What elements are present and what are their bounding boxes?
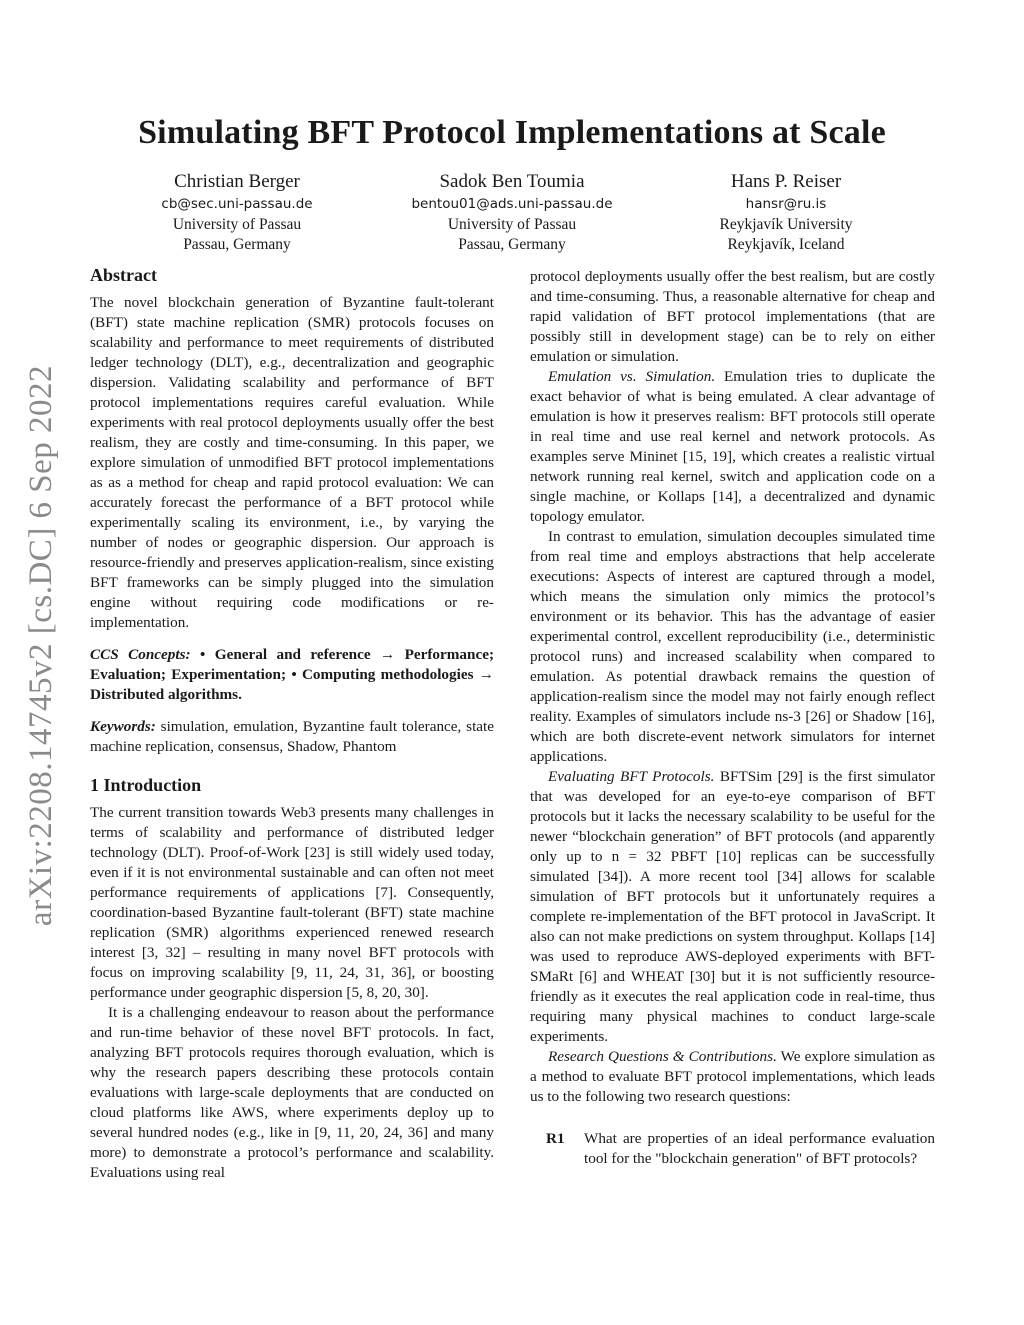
- abstract-text: The novel blockchain generation of Byzantine fault-tolerant (BFT) state machine replication (SMR) protocols focuses on scalability and performance to meet requirements of distributed ledger technology (DLT), e.g., decentralization and geographic dispersion. Validating scalability and performance of BFT protocol implementations requires careful evaluation. While experiments with real protocol deployments usually offer the best realism, they are costly and time-consuming. In this paper, we explore simulation of unmodified BFT protocol implementations as as a method for cheap and rapid protocol evaluation: We can accurately forecast the performance of a BFT protocol while experimentally scaling its environment, i.e., by varying the number of nodes or geographic dispersion. Our approach is resource-friendly and preserves application-realism, since existing BFT frameworks can be simply plugged into the simulation engine without requiring code modifications or re-implementation.: [90, 294, 494, 631]
- evaluating-label: Evaluating BFT Protocols.: [548, 768, 715, 785]
- ccs-concepts: [90, 645, 494, 705]
- author-email: hansr@ru.is: [745, 196, 827, 212]
- keywords-text: simulation, emulation, Byzantine fault tolerance, state machine replication, consensus, Shadow, Phantom: [90, 718, 494, 755]
- author-name: Hans P. Reiser: [730, 171, 842, 192]
- author-location: Reykjavík, Iceland: [727, 236, 845, 253]
- intro-heading: 1 Introduction: [90, 775, 202, 795]
- author-email: bentou01@ads.uni-passau.de: [411, 196, 613, 212]
- research-question-1: [530, 1129, 935, 1169]
- evaluating-paragraph: Evaluating BFT Protocols. BFTSim [29] is the first simulator that was developed for an eye-to-eye comparison of BFT protocols but it lacks the necessary scalability to be useful for the newer “blockchain generation” of BFT protocols (and apparently only up to n = 32 PBFT [10] replicas can be successfully simulated [34]). A more recent tool [34] allows for scalable simulation of BFT protocols but it unfortunately requires a complete re-implementation of the BFT protocol in JavaScript. It also can not make predictions on system throughput. Kollaps [14] was used to reproduce AWS-deployed experiments with BFT-SMaRt [6] and WHEAT [30] but it is not sufficiently resource-friendly as it executes the real application code in real-time, thus requiring many physical machines to conduct large-scale experiments.: [530, 768, 936, 1045]
- right-paragraph-0: protocol deployments usually offer the best realism, but are costly and time-consuming. Thus, a reasonable alternative for cheap and rapid validation of BFT protocol implementations (that are possibly still in development stage) can be to rely on either emulation or simulation.: [530, 268, 935, 365]
- abstract-heading: Abstract: [90, 265, 157, 285]
- rq-label: R1: [546, 1130, 565, 1147]
- author-email: cb@sec.uni-passau.de: [161, 196, 313, 212]
- author-name: Sadok Ben Toumia: [439, 171, 585, 192]
- author-affiliation: University of Passau: [172, 215, 302, 233]
- keywords-label: Keywords:: [90, 718, 156, 735]
- keywords: [90, 717, 494, 757]
- ccs-label: CCS Concepts:: [90, 646, 191, 663]
- author-name: Christian Berger: [174, 171, 300, 192]
- author-location: Passau, Germany: [183, 236, 291, 253]
- author-location: Passau, Germany: [458, 236, 566, 253]
- intro-paragraph-2: It is a challenging endeavour to reason about the performance and run-time behavior of these novel BFT protocols. In fact, analyzing BFT protocols requires thorough evaluation, which is why the research papers describing these protocols contain evaluations with large-scale deployments that are conducted on cloud platforms like AWS, where experiments deploy up to several hundred nodes (e.g., like in [9, 11, 20, 24, 36] and many more) to demonstrate a protocol’s performance and scalability. Evaluations using real: [90, 1004, 494, 1181]
- research-label: Research Questions & Contributions.: [548, 1048, 777, 1065]
- research-paragraph: Research Questions & Contributions. We explore simulation as a method to evaluate BFT protocol implementations, which leads us to the following two research questions:: [530, 1048, 935, 1105]
- left-column: [90, 263, 494, 1183]
- author-2: [367, 170, 657, 256]
- rq-text: What are properties of an ideal performance evaluation tool for the "blockchain generation" of BFT protocols?: [584, 1130, 935, 1167]
- emulation-label: Emulation vs. Simulation.: [548, 368, 716, 385]
- author-1: [92, 170, 382, 256]
- right-column: [530, 267, 935, 1169]
- arxiv-identifier: arXiv:2208.14745v2 [cs.DC] 6 Sep 2022: [23, 364, 60, 926]
- author-affiliation: Reykjavík University: [719, 215, 853, 233]
- emulation-paragraph: Emulation vs. Simulation. Emulation tries to duplicate the exact behavior of what is being emulated. A clear advantage of emulation is how it preserves realism: BFT protocols still operate in real time and use real kernel and network protocols. As examples serve Mininet [15, 19], which creates a realistic virtual network running real kernel, switch and application code on a single machine, or Kollaps [14], a decentralized and dynamic topology emulator.: [530, 368, 936, 525]
- author-3: [641, 170, 931, 256]
- simulation-paragraph: In contrast to emulation, simulation decouples simulated time from real time and employs abstractions that help accelerate executions: Aspects of interest are captured through a model, which means the simulation only mimics the protocol’s environment or its behavior. This has the advantage of easier experimental control, excellent reproducibility (i.e., deterministic protocol runs) and increased scalability when compared to emulation. As potential drawback remains the question of application-realism since the model may not fairly enough reflect reality. Examples of simulators include ns-3 [26] or Shadow [16], which are both discrete-event network simulators for internet applications.: [530, 528, 935, 765]
- intro-paragraph-1: The current transition towards Web3 presents many challenges in terms of scalability and performance of distributed ledger technology (DLT). Proof-of-Work [23] is still widely used today, even if it is not environmental sustainable and can often not meet performance requirements of applications [7]. Consequently, coordination-based Byzantine fault-tolerant (BFT) state machine replication (SMR) algorithms experienced renewed research interest [3, 32] – resulting in many novel BFT protocols with focus on improving scalability [9, 11, 24, 31, 36], or boosting performance under geographic dispersion [5, 8, 20, 30].: [90, 804, 494, 1001]
- paper-title: Simulating BFT Protocol Implementations at Scale: [138, 114, 886, 151]
- author-affiliation: University of Passau: [447, 215, 577, 233]
- ccs-text: • General and reference → Performance; Evaluation; Experimentation; • Computing methodologies → Distributed algorithms.: [90, 646, 495, 703]
